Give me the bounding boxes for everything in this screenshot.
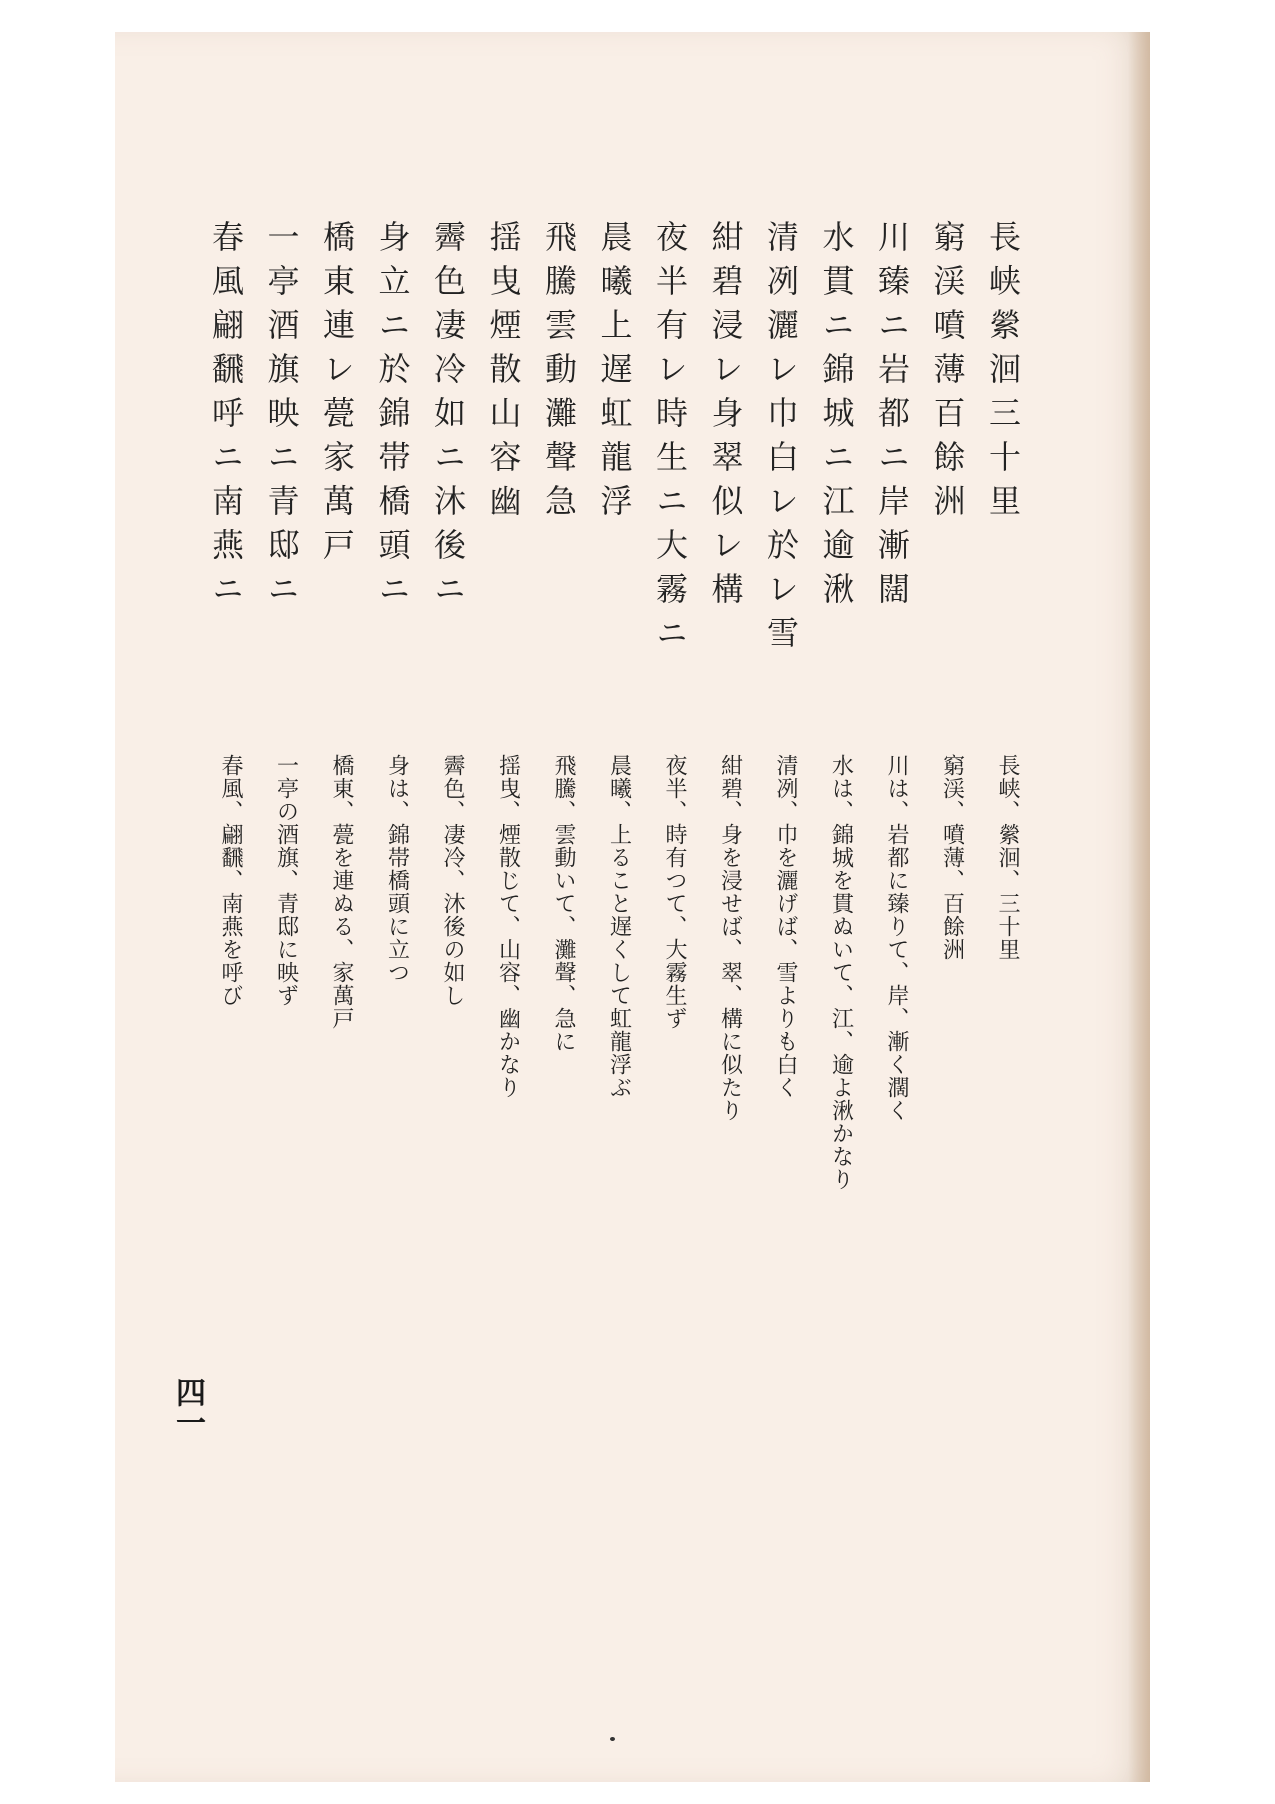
kanbun-line: 紺碧浸レ身翠似レ構 — [706, 220, 745, 616]
kundoku-line: 水は、錦城を貫ぬいて、江、逾よ湫かなり — [828, 754, 854, 1191]
kanbun-line: 飛騰雲動灘聲急 — [540, 220, 578, 528]
kanbun-line: 窮渓噴薄百餘洲 — [928, 220, 967, 528]
kanbun-line: 川臻ニ岩都ニ岸漸闊 — [873, 220, 911, 616]
kanbun-line: 長峡縈洄三十里 — [984, 220, 1022, 528]
kanbun-line: 夜半有レ時生ニ大霧ニ — [651, 220, 689, 660]
kundoku-line: 紺碧、身を浸せば、翠、構に似たり — [717, 754, 743, 1122]
kundoku-line: 夜半、時有つて、大霧生ず — [662, 754, 687, 1030]
kanbun-line: 揺曳煙散山容幽 — [484, 220, 523, 528]
kundoku-line: 晨曦、上ること遅くして虹龍浮ぶ — [606, 754, 632, 1099]
book-page — [115, 32, 1150, 1782]
kanbun-line: 晨曦上遅虹龍浮 — [595, 220, 634, 528]
kundoku-line: 窮渓、噴薄、百餘洲 — [939, 754, 965, 961]
kundoku-line: 春風、翩飜、南燕を呼び — [218, 754, 243, 1007]
kanbun-line: 身立ニ於錦帯橋頭ニ — [373, 220, 412, 616]
kundoku-line: 身は、錦帯橋頭に立つ — [384, 754, 410, 984]
poem-kanbun-block — [198, 220, 1031, 680]
kanbun-line: 橋東連レ甍家萬戸 — [318, 220, 356, 572]
kanbun-line: 霽色凄冷如ニ沐後ニ — [429, 220, 467, 616]
kundoku-line: 飛騰、雲動いて、灘聲、急に — [551, 754, 576, 1053]
kundoku-line: 揺曳、煙散じて、山容、幽かなり — [495, 754, 521, 1099]
page-edge-shadow — [1128, 32, 1150, 1782]
kundoku-line: 一亭の酒旗、青邸に映ず — [273, 754, 299, 1007]
kanbun-line: 清冽灑レ巾白レ於レ雪 — [762, 220, 800, 660]
page-number: 四一 — [170, 1377, 205, 1437]
poem-kundoku-block — [203, 754, 1036, 1194]
kundoku-line: 清冽、巾を灑げば、雪よりも白く — [773, 754, 798, 1099]
ink-speck — [610, 1737, 615, 1741]
kundoku-line: 橋東、甍を連ぬる、家萬戸 — [329, 754, 354, 1030]
kundoku-line: 霽色、凄冷、沐後の如し — [440, 754, 465, 1007]
kundoku-line: 長峡、縈洄、三十里 — [995, 754, 1020, 961]
kanbun-line: 春風翩飜呼ニ南燕ニ — [207, 220, 245, 616]
kanbun-line: 一亭酒旗映ニ青邸ニ — [262, 220, 301, 616]
kundoku-line: 川は、岩都に臻りて、岸、漸く濶く — [884, 754, 909, 1122]
kanbun-line: 水貫ニ錦城ニ江逾湫 — [817, 220, 856, 616]
